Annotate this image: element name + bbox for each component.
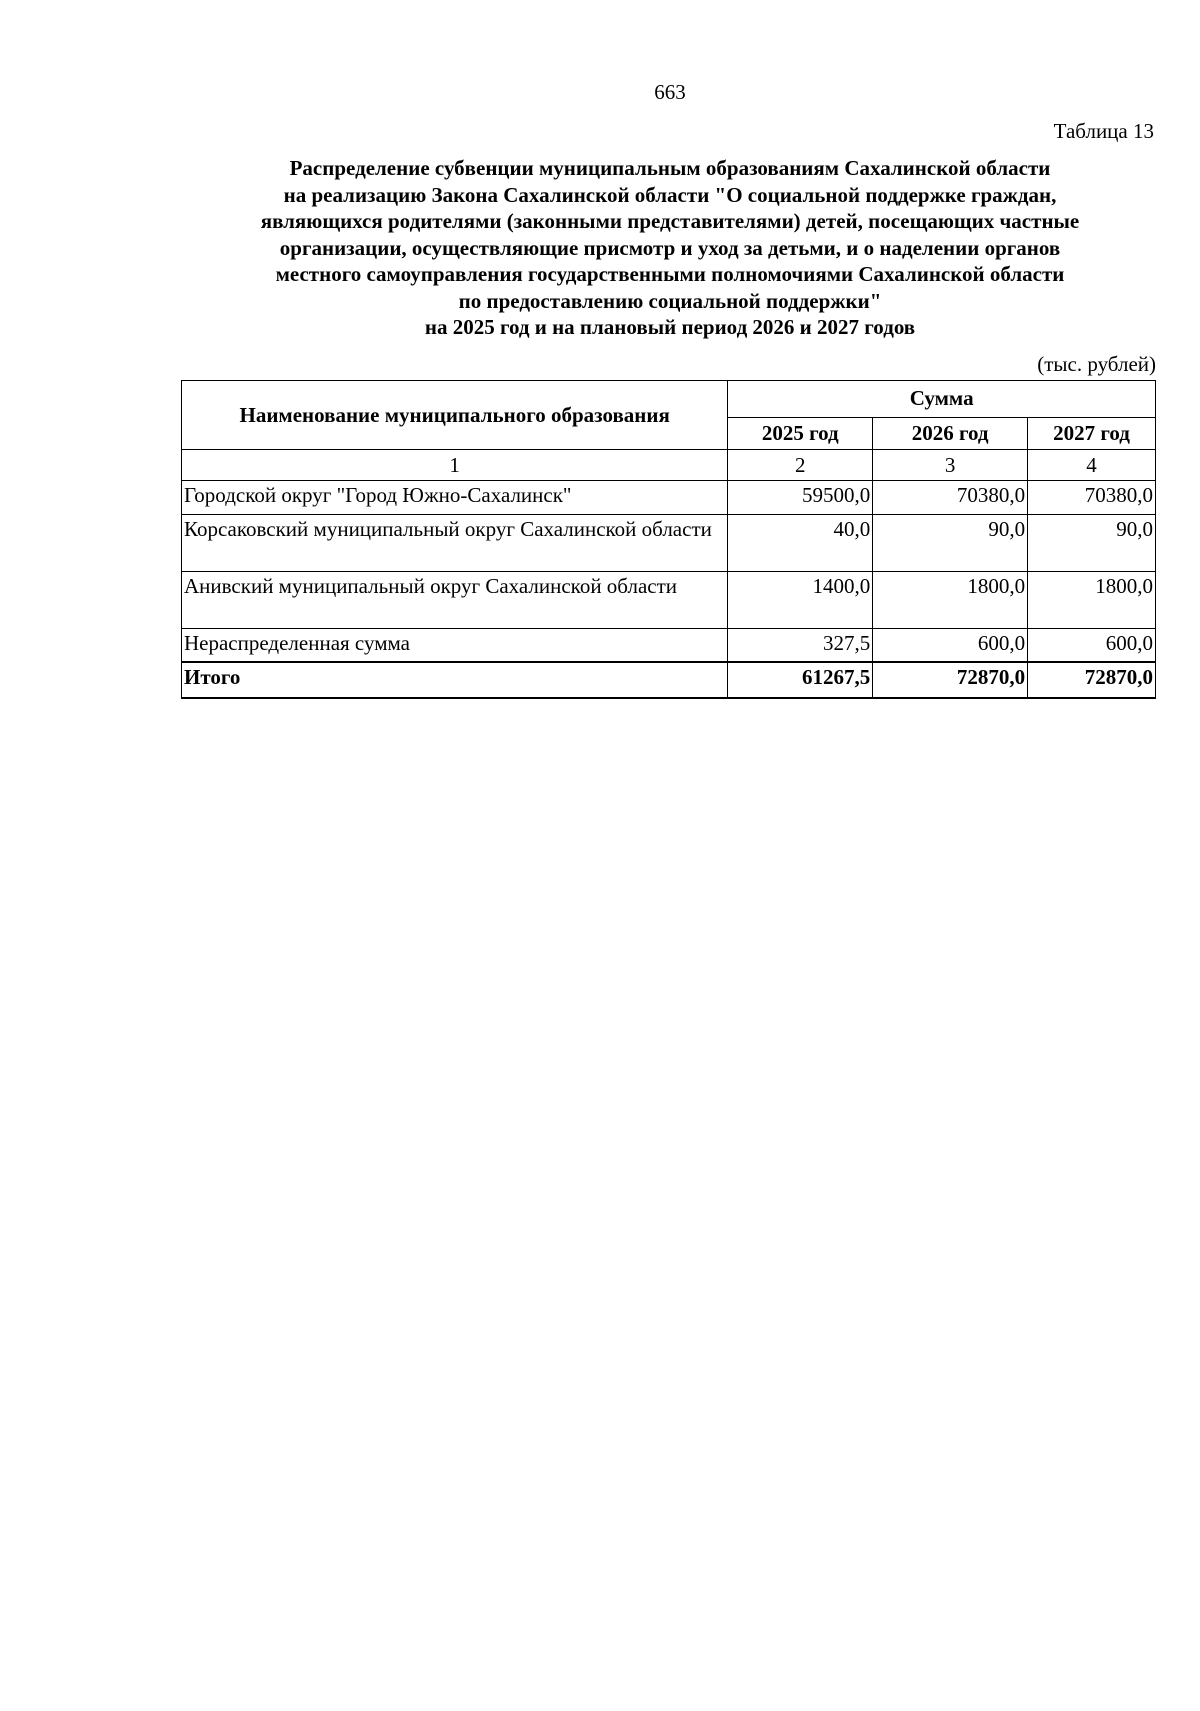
title-line: организации, осуществляющие присмотр и уход за детьми, и о наделении органов <box>279 235 1061 260</box>
value-2026: 70380,0 <box>873 481 1028 515</box>
value-2025: 40,0 <box>728 515 873 572</box>
municipality-name: Нераспределенная сумма <box>182 629 728 663</box>
document-title <box>170 155 1170 341</box>
year-header-2027: 2027 год <box>1028 417 1156 449</box>
value-2027: 70380,0 <box>1028 481 1156 515</box>
column-number: 1 <box>182 450 728 481</box>
year-header-2025: 2025 год <box>728 417 873 449</box>
title-line: на 2025 год и на плановый период 2026 и 2027 годов <box>424 315 916 339</box>
sum-column-header: Сумма <box>728 381 1156 418</box>
total-label: Итого <box>182 662 728 698</box>
table-row <box>182 572 1156 629</box>
value-2027: 90,0 <box>1028 515 1156 572</box>
value-2027: 1800,0 <box>1028 572 1156 629</box>
column-number: 3 <box>873 450 1028 481</box>
table-row <box>182 481 1156 515</box>
title-line: на реализацию Закона Сахалинской области "О социальной поддержке граждан, <box>283 182 1057 207</box>
total-2027: 72870,0 <box>1028 662 1156 698</box>
value-2027: 600,0 <box>1028 629 1156 663</box>
units-label: (тыс. рублей) <box>1037 352 1156 376</box>
table-row <box>182 629 1156 663</box>
subvention-table <box>181 380 1156 699</box>
table-label: Таблица 13 <box>1053 119 1154 143</box>
column-number: 4 <box>1028 450 1156 481</box>
total-2025: 61267,5 <box>728 662 873 698</box>
municipality-name: Анивский муниципальный округ Сахалинской области <box>182 572 728 629</box>
value-2026: 90,0 <box>873 515 1028 572</box>
value-2025: 327,5 <box>728 629 873 663</box>
name-column-header: Наименование муниципального образования <box>182 381 728 450</box>
total-2026: 72870,0 <box>873 662 1028 698</box>
municipality-name: Корсаковский муниципальный округ Сахалинской области <box>182 515 728 572</box>
title-line: местного самоуправления государственными полномочиями Сахалинской области <box>275 262 1065 286</box>
total-row <box>182 662 1156 698</box>
page-number: 663 <box>654 80 686 104</box>
title-line: Распределение субвенции муниципальным образованиям Сахалинской области <box>289 156 1051 180</box>
value-2025: 1400,0 <box>728 572 873 629</box>
title-line: являющихся родителями (законными представителями) детей, посещающих частные <box>260 209 1080 233</box>
municipality-name: Городской округ "Город Южно-Сахалинск" <box>182 481 728 515</box>
column-number-row <box>182 450 1156 481</box>
column-number: 2 <box>728 450 873 481</box>
value-2026: 1800,0 <box>873 572 1028 629</box>
title-line: по предоставлению социальной поддержки" <box>458 288 882 313</box>
value-2025: 59500,0 <box>728 481 873 515</box>
header-row <box>182 381 1156 418</box>
table-row <box>182 515 1156 572</box>
value-2026: 600,0 <box>873 629 1028 663</box>
year-header-2026: 2026 год <box>873 417 1028 449</box>
